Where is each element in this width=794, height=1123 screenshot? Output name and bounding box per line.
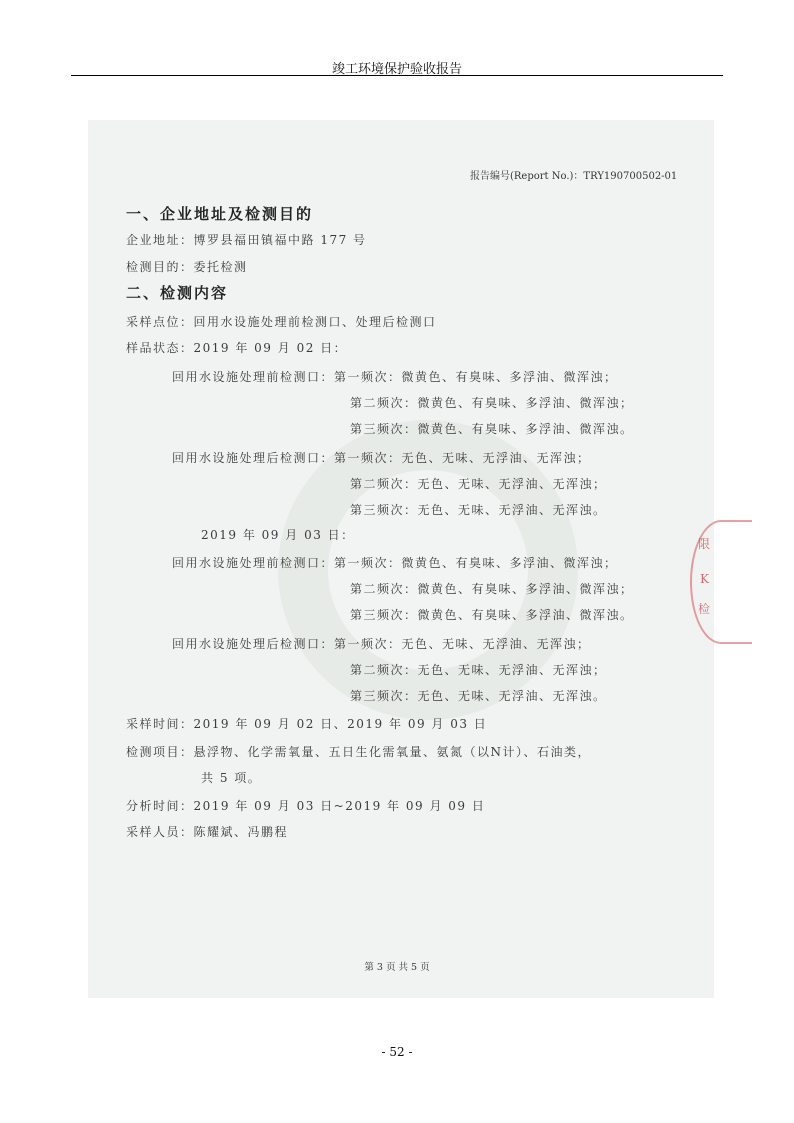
sampling-time: 采样时间：2019 年 09 月 02 日、2019 年 09 月 03 日 [126, 717, 488, 731]
status-line: 第三频次：微黄色、有臭味、多浮油、微浑浊。 [350, 608, 634, 622]
sampling-personnel: 采样人员：陈耀斌、冯鹏程 [126, 825, 289, 839]
document-header-title: 竣工环境保护验收报告 [331, 62, 462, 77]
sample-status-label: 样品状态：2019 年 09 月 02 日： [126, 341, 348, 355]
enterprise-address: 企业地址：博罗县福田镇福中路 177 号 [126, 233, 367, 247]
status-line: 回用水设施处理前检测口：第一频次：微黄色、有臭味、多浮油、微浑浊； [172, 370, 618, 384]
status-line: 回用水设施处理后检测口：第一频次：无色、无味、无浮油、无浑浊； [172, 451, 591, 465]
sampling-points: 采样点位：回用水设施处理前检测口、处理后检测口 [126, 315, 437, 329]
inner-page-indicator: 第 3 页 共 5 页 [364, 962, 430, 973]
status-line: 第三频次：无色、无味、无浮油、无浑浊。 [350, 689, 607, 703]
status-line: 回用水设施处理前检测口：第一频次：微黄色、有臭味、多浮油、微浑浊； [172, 556, 618, 570]
test-items-count: 共 5 项。 [201, 771, 262, 785]
status-line: 第二频次：微黄色、有臭味、多浮油、微浑浊； [350, 396, 634, 410]
status-line: 第二频次：无色、无味、无浮油、无浑浊； [350, 663, 607, 677]
sample-date-2: 2019 年 09 月 03 日： [201, 528, 355, 542]
section-1-title: 一、企业地址及检测目的 [126, 205, 314, 223]
test-purpose: 检测目的：委托检测 [126, 260, 248, 274]
header-rule [71, 75, 723, 76]
status-line: 第二频次：微黄色、有臭味、多浮油、微浑浊； [350, 582, 634, 596]
status-line: 第二频次：无色、无味、无浮油、无浑浊； [350, 477, 607, 491]
page-number: - 52 - [381, 1045, 413, 1059]
status-line: 第三频次：无色、无味、无浮油、无浑浊。 [350, 503, 607, 517]
test-items: 检测项目：悬浮物、化学需氧量、五日生化需氧量、氨氮（以N计）、石油类， [126, 745, 592, 759]
analysis-time: 分析时间：2019 年 09 月 03 日~2019 年 09 月 09 日 [126, 799, 486, 813]
section-2-title: 二、检测内容 [126, 284, 229, 302]
seal-stamp-char: K [700, 572, 709, 586]
seal-stamp-char: 限 [698, 537, 711, 551]
status-line: 第三频次：微黄色、有臭味、多浮油、微浑浊。 [350, 422, 634, 436]
status-line: 回用水设施处理后检测口：第一频次：无色、无味、无浮油、无浑浊； [172, 637, 591, 651]
seal-stamp-char: 检 [698, 602, 711, 616]
report-number: 报告编号(Report No.)：TRY190700502-01 [470, 171, 678, 182]
